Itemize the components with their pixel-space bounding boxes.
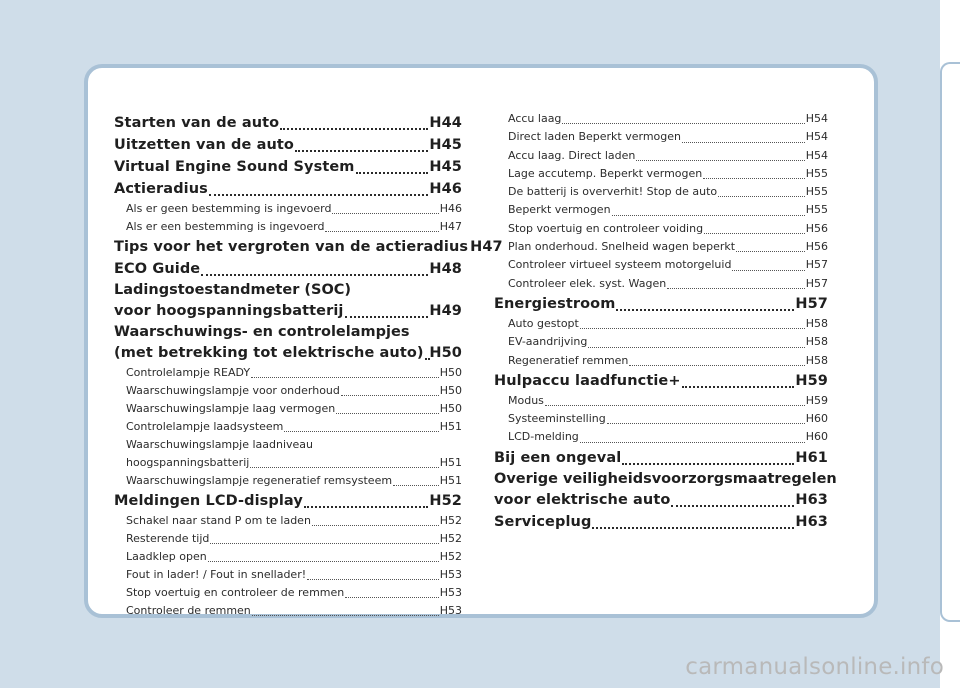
toc-subentry[interactable]: Controleer virtueel systeem motorgeluid H57 xyxy=(508,258,828,272)
toc-subentry[interactable]: Accu laag H54 xyxy=(508,112,828,125)
toc-subentry[interactable]: Controlelampje laadsysteem H51 xyxy=(126,420,462,433)
toc-entry[interactable]: Overige veiligheidsvoorzorgsmaatregelen voor elektrische auto H63 xyxy=(494,470,837,508)
toc-subentry[interactable]: Stop voertuig en controleer voiding H56 xyxy=(508,221,828,235)
toc-subentry[interactable]: Beperkt vermogen H55 xyxy=(508,203,828,217)
toc-subentry[interactable]: Regeneratief remmen H58 xyxy=(508,353,828,367)
toc-subentry[interactable]: Als er een bestemming is ingevoerd H47 xyxy=(126,220,462,233)
toc-subentry[interactable]: Modus H59 xyxy=(508,393,828,407)
watermark: carmanualsonline.info xyxy=(685,654,944,680)
toc-entry[interactable]: Ladingstoestandmeter (SOC) voor hoogspanningsbatterij H49 xyxy=(114,282,462,319)
side-tab xyxy=(940,0,960,688)
toc-left-column xyxy=(114,112,503,620)
toc-subentry[interactable]: Controleer de remmen H53 xyxy=(126,604,462,617)
toc-entry[interactable]: ECO Guide H48 xyxy=(114,261,462,277)
toc-subentry[interactable]: Waarschuwingslampje laadniveau hoogspanningsbatterij H51 xyxy=(126,438,462,469)
toc-subentry[interactable]: Plan onderhoud. Snelheid wagen beperkt H56 xyxy=(508,240,828,254)
toc-subentry[interactable]: Controleer elek. syst. Wagen H57 xyxy=(508,276,828,290)
toc-subentry[interactable]: Direct laden Beperkt vermogen H54 xyxy=(508,130,828,144)
toc-right-column xyxy=(494,110,837,533)
toc-subentry[interactable]: Waarschuwingslampje laag vermogen H50 xyxy=(126,402,462,415)
toc-entry[interactable]: Actieradius H46 xyxy=(114,181,462,197)
toc-entry[interactable]: Hulpaccu laadfunctie+ H59 xyxy=(494,372,828,389)
toc-entry[interactable]: Meldingen LCD-display H52 xyxy=(114,493,462,509)
toc-subentry[interactable]: Waarschuwingslampje voor onderhoud H50 xyxy=(126,384,462,397)
toc-subentry[interactable]: Resterende tijd H52 xyxy=(126,532,462,545)
toc-subentry[interactable]: Waarschuwingslampje regeneratief remsysteem H51 xyxy=(126,474,462,487)
toc-entry[interactable]: Tips voor het vergroten van de actieradius H47 xyxy=(114,239,503,255)
toc-subentry[interactable]: Als er geen bestemming is ingevoerd H46 xyxy=(126,202,462,215)
toc-entry[interactable]: Starten van de auto H44 xyxy=(114,115,462,131)
toc-subentry[interactable]: Systeeminstelling H60 xyxy=(508,412,828,426)
toc-entry[interactable]: Uitzetten van de auto H45 xyxy=(114,137,462,153)
toc-subentry[interactable]: Schakel naar stand P om te laden H52 xyxy=(126,514,462,527)
toc-subentry[interactable]: Lage accutemp. Beperkt vermogen H55 xyxy=(508,166,828,180)
toc-subentry[interactable]: EV-aandrijving H58 xyxy=(508,335,828,349)
toc-entry[interactable]: Bij een ongeval H61 xyxy=(494,449,828,466)
toc-subentry[interactable]: Laadklep open H52 xyxy=(126,550,462,563)
toc-subentry[interactable]: Stop voertuig en controleer de remmen H53 xyxy=(126,586,462,599)
toc-subentry[interactable]: De batterij is oververhit! Stop de auto H55 xyxy=(508,185,828,199)
toc-entry[interactable]: Serviceplug H63 xyxy=(494,513,828,530)
toc-entry[interactable]: Energiestroom H57 xyxy=(494,295,828,312)
toc-subentry[interactable]: Controlelampje READY H50 xyxy=(126,366,462,379)
toc-subentry[interactable]: Accu laag. Direct laden H54 xyxy=(508,148,828,162)
toc-subentry[interactable]: Auto gestopt H58 xyxy=(508,316,828,330)
toc-subentry[interactable]: Fout in lader! / Fout in snellader! H53 xyxy=(126,568,462,581)
toc-subentry[interactable]: LCD-melding H60 xyxy=(508,430,828,444)
toc-entry[interactable]: Virtual Engine Sound System H45 xyxy=(114,159,462,175)
toc-entry[interactable]: Waarschuwings- en controlelampjes (met betrekking tot elektrische auto) H50 xyxy=(114,324,462,361)
